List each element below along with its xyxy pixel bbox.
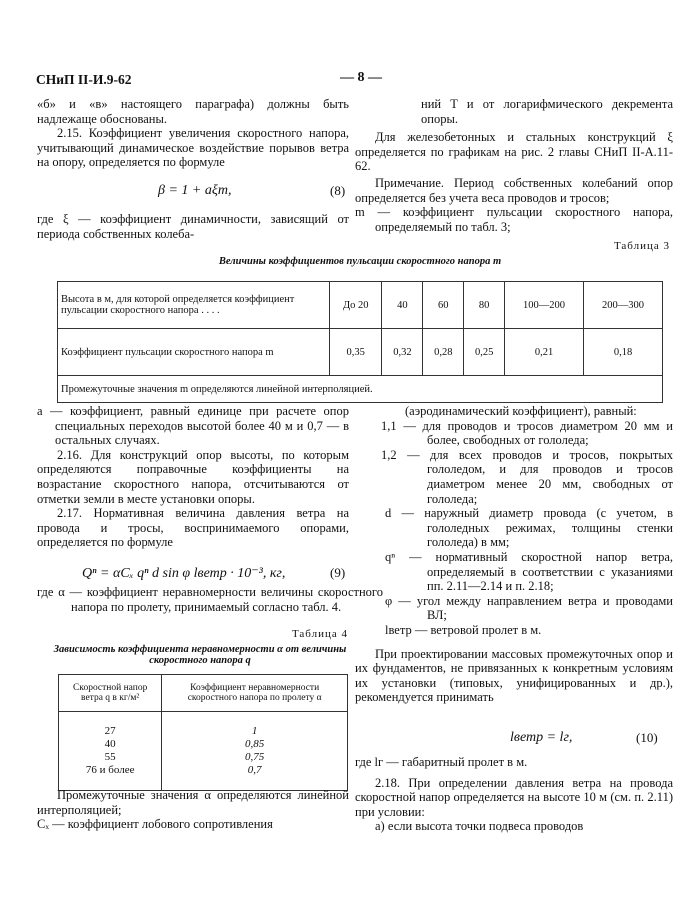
table-cell: 0,21 (505, 329, 584, 376)
alpha-values-cell (162, 712, 348, 791)
right-column-bottom (355, 755, 673, 834)
table-note: Промежуточные значения m определяются линейной интерполяцией. (58, 376, 663, 403)
left-column-bottom (37, 788, 349, 832)
column-header: Коэффициент неравномерности скоростного напора по пролету α (162, 675, 348, 712)
m-definition: m — коэффициент пульсации скоростного напора, определяемый по табл. 3; (355, 205, 673, 234)
alpha-value: 0,85 (245, 738, 265, 750)
table-3-caption: Таблица 3 (613, 240, 670, 252)
paragraph: ний T и от логарифмического декремента опоры. (421, 97, 673, 126)
coefficient-1-1: 1,1 — для проводов и тросов диаметром 20 мм и более, свободных от гололеда; (381, 418, 673, 448)
lg-definition: где lг — габаритный пролет в м. (355, 755, 528, 769)
paragraph-2-16: 2.16. Для конструкций опор высоты, по которым определяются поправочные коэффициенты на возрастание скоростного напора, отсчитываются от отметки земли в месте установки опоры. (37, 447, 349, 506)
alpha-definition: где α — коэффициент неравномерности величины скоростного напора по пролету, принимаемый согласно табл. 4. (37, 585, 383, 614)
phi-definition: φ — угол между направлением ветра и проводами ВЛ; (385, 593, 673, 623)
q-value: 27 (104, 725, 116, 737)
table-cell: 80 (464, 282, 505, 329)
table-4-title: Зависимость коэффициента неравномерности α от величины скоростного напора q (53, 644, 347, 666)
coefficient-1-2: 1,2 — для всех проводов и тросов, покрытых гололедом, и для проводов и тросов диаметром менее 20 мм, свободных от гололеда; (381, 447, 673, 506)
cx-definition: Cₓ — коэффициент лобового сопротивления (37, 817, 273, 832)
d-definition: d — наружный диаметр провода (с учетом, в гололедных режимах, толщины стенки гололеда) в мм; (385, 506, 673, 550)
paragraph: При проектировании массовых промежуточных опор и их фундаментов, не привязанных к конкретным условиям их установки (типовых, унифицированных и др.), рекомендуется принимать (355, 646, 673, 705)
table-4 (58, 674, 348, 791)
table-row (59, 712, 348, 791)
paragraph-2-18: 2.18. При определении давления ветра на провода скоростной напор определяется на высоте 10 м (см. п. 2.11) при условии: (355, 775, 673, 819)
alpha-value: 0,75 (245, 751, 265, 763)
table-cell: 0,25 (464, 329, 505, 376)
right-column-top (355, 97, 673, 234)
paragraph: а) если высота точки подвеса проводов (375, 819, 584, 834)
table-4-caption: Таблица 4 (291, 628, 348, 640)
a-definition: a — коэффициент, равный единице при расчете опор специальных переходов высотой более 40 м и 0,7 — в остальных случаях. (37, 404, 349, 448)
table-cell: Высота в м, для которой определяется коэффициент пульсации скоростного напора . . . . (58, 282, 330, 329)
table-row (58, 329, 663, 376)
table-header-row (59, 675, 348, 712)
page-number: — 8 — (340, 70, 382, 85)
q-value: 40 (104, 738, 116, 750)
table-cell: 0,35 (330, 329, 382, 376)
document-code: СНиП II-И.9-62 (36, 72, 132, 87)
q-values-cell (59, 712, 162, 791)
table-cell: 40 (382, 282, 423, 329)
table-row (58, 282, 663, 329)
formula-10: lветр = lг, (510, 730, 573, 745)
note-paragraph: Примечание. Период собственных колебаний опор определяется без учета веса проводов и тросов; (355, 175, 673, 205)
paragraph-2-17: 2.17. Нормативная величина давления ветра на провода и тросы, воспринимаемого опорами, определяется по формуле (37, 506, 349, 550)
table-cell: 0,28 (423, 329, 464, 376)
right-column-middle (355, 404, 673, 705)
xi-definition: где ξ — коэффициент динамичности, зависящий от периода собственных колеба- (37, 212, 349, 241)
table-3 (57, 281, 663, 403)
table-cell: 60 (423, 282, 464, 329)
table-cell: Коэффициент пульсации скоростного напора m (58, 329, 330, 376)
l-definition: lветр — ветровой пролет в м. (385, 622, 542, 637)
equation-number-10: (10) (636, 730, 658, 745)
table-cell: 200—300 (584, 282, 663, 329)
formula-9: Qⁿ = αCₓ qⁿ d sin φ lветр · 10⁻³, кг, (82, 566, 286, 581)
q-definition: qⁿ — нормативный скоростной напор ветра, определяемый в соответствии с указаниями пп. 2.11—2.14 и п. 2.18; (385, 549, 673, 594)
q-value: 55 (104, 751, 116, 763)
table-3-title: Величины коэффициентов пульсации скоростного напора m (218, 256, 502, 267)
paragraph: Для железобетонных и стальных конструкций ξ определяется по графикам на рис. 2 главы СНиП II-А.11-62. (355, 130, 673, 174)
table-cell: 0,18 (584, 329, 663, 376)
equation-number-8: (8) (330, 183, 346, 198)
paragraph: «б» и «в» настоящего параграфа) должны быть надлежаще обоснованы. (37, 97, 349, 126)
q-value: 76 и более (85, 764, 135, 776)
table-cell: 100—200 (505, 282, 584, 329)
formula-8: β = 1 + aξm, (158, 183, 232, 198)
equation-number-9: (9) (330, 565, 346, 580)
alpha-value: 0,7 (247, 764, 262, 776)
left-column-top (37, 97, 349, 170)
paragraph: Промежуточные значения α определяются линейной интерполяцией; (37, 788, 349, 817)
alpha-value: 1 (251, 725, 258, 737)
table-cell: До 20 (330, 282, 382, 329)
column-header: Скоростной напор ветра q в кг/м² (59, 675, 162, 712)
table-cell: 0,32 (382, 329, 423, 376)
aero-coefficient: (аэродинамический коэффициент), равный: (405, 404, 637, 418)
table-row (58, 376, 663, 403)
paragraph-2-15: 2.15. Коэффициент увеличения скоростного напора, учитывающий динамическое воздействие порывов ветра на опору, определяется по формуле (37, 126, 349, 170)
left-column-middle (37, 404, 349, 550)
